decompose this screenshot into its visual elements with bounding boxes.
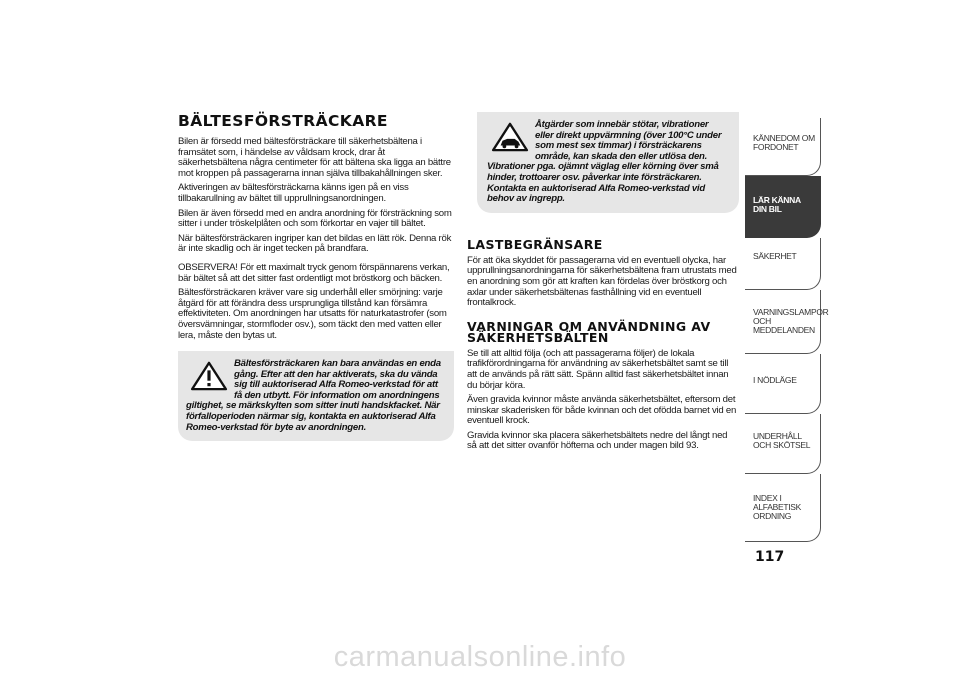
right-column xyxy=(467,112,739,456)
paragraph: Aktiveringen av bältesförsträckarna känns igen på en viss tillbakarullning av bältet till upprullningsanordningen. xyxy=(178,182,409,204)
page-number: 117 xyxy=(755,549,785,565)
tab-safety[interactable]: SÄKERHET xyxy=(745,238,821,290)
warning-box xyxy=(178,351,454,441)
paragraph: Även gravida kvinnor måste använda säkerhetsbältet, eftersom det minskar skaderisken för både kvinnan och det ofödda barnet vid en eventuell krock. xyxy=(467,394,737,427)
paragraph-observera: OBSERVERA! För ett maximalt tryck genom förspännarens verkan, bär bältet så att det sitter fast ordentligt mot bröstkorg och bäcken. xyxy=(178,261,450,284)
chapter-tabs xyxy=(745,118,829,542)
paragraph: Bilen är även försedd med en andra anordning för försträckning som sitter i under tröskelplåten och som förkortar en vajer till bältet. xyxy=(178,207,452,230)
tab-index[interactable]: INDEX I ALFABETISK ORDNING xyxy=(745,474,821,542)
section-heading-load-limiter: LASTBEGRÄNSARE xyxy=(467,236,603,252)
tab-emergency[interactable]: I NÖDLÄGE xyxy=(745,354,821,414)
warning-car-icon xyxy=(491,122,529,152)
paragraph: För att öka skyddet för passagerarna vid en eventuell olycka, har upprullningsanordningarna för säkerhetsbältena fram utrustats med en anordning som gör att kraften kan fördelas över bröstkorg och axlar under säkerhetsbältenas fasthållning vid en eventuell frontalkrock. xyxy=(467,254,737,309)
paragraph: Bilen är försedd med bältesförsträckare till säkerhetsbältena i framsätet som, i händelse av våldsam krock, drar åt säkerhetsbältena några centimeter för att bältena ska ligga an bättre mot kroppen på passagerarna innan själva tillbakahållningen sker. xyxy=(178,136,451,179)
section-heading-pretensioner: BÄLTESFÖRSTRÄCKARE xyxy=(178,112,388,130)
warning-box xyxy=(477,112,739,213)
tab-maintenance[interactable]: UNDERHÅLL OCH SKÖTSEL xyxy=(745,414,821,474)
warning-triangle-icon xyxy=(190,361,228,391)
tab-warning-lights[interactable]: VARNINGSLAMPOR OCH MEDDELANDEN xyxy=(745,290,821,354)
tab-vehicle-knowledge[interactable]: KÄNNEDOM OM FORDONET xyxy=(745,118,821,176)
left-column xyxy=(178,112,454,441)
section-heading-seatbelt-warnings: VARNINGAR OM ANVÄNDNING AV SÄKERHETSBÄLTEN xyxy=(467,318,711,345)
warning-text: Åtgärder som innebär stötar, vibrationer eller direkt uppvärmning (över 100°C under som mest sex timmar) i försträckarens område, kan skada den eller utlösa den. Vibrationer pga. ojämnt väglag eller körning över små hinder, trottoarer osv. påverkar inte försträckaren. Kontakta en auktoriserad Alfa Romeo-verkstad vid behov av ingrepp. xyxy=(487,119,722,205)
paragraph: Bältesförsträckaren kräver vare sig underhåll eller smörjning: varje åtgärd för att förändra dess ursprungliga tillstånd kan försämra effektiviteten. Om anordningen har utsatts för naturkatastrofer (som översvämningar, stormfloder osv.), som täckt den med vatten eller lera, måste den bytas ut. xyxy=(178,287,447,341)
watermark: carmanualsonline.info xyxy=(333,641,627,673)
paragraph: Se till att alltid följa (och att passagerarna följer) de lokala trafikförordningarna för användning av säkerhetsbältet samt se till att de används på rätt sätt. Spänn alltid fast säkerhetsbältet innan du börjar köra. xyxy=(467,347,729,391)
paragraph: När bältesförsträckaren ingriper kan det bildas en lätt rök. Denna rök är inte skadlig och är inget tecken på brandfara. xyxy=(178,232,452,255)
paragraph: Gravida kvinnor ska placera säkerhetsbältets nedre del långt ned så att det sitter ovanför höfterna och under magen bild 93. xyxy=(467,429,728,452)
tab-know-your-car[interactable]: LÄR KÄNNA DIN BIL xyxy=(745,176,821,238)
warning-text: Bältesförsträckaren kan bara användas en enda gång. Efter att den har aktiverats, ska du vända sig till auktoriserad Alfa Romeo-verkstad för att få den utbytt. För information om anordningens giltighet, se märkskylten som sitter inuti handskfacket. När förfalloperioden närmar sig, kontakta en auktoriserad Alfa Romeo-verkstad för byte av anordningen. xyxy=(186,358,441,433)
